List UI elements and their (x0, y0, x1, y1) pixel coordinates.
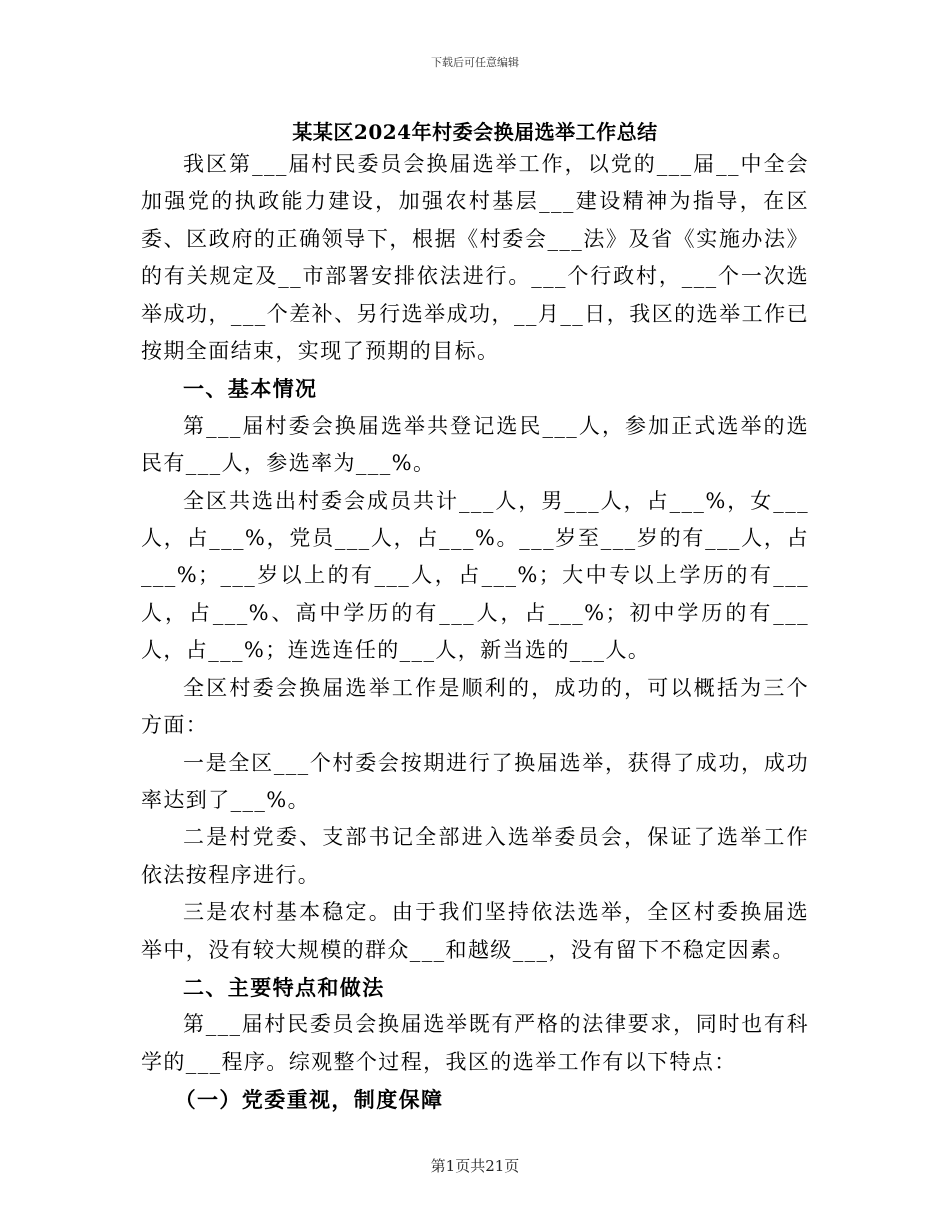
page-indicator: 第1页共21页 (430, 1157, 520, 1175)
intro-paragraph: 我区第___届村民委员会换届选举工作，以党的___届__中全会加强党的执政能力建设，加强农村基层___建设精神为指导，在区委、区政府的正确领导下，根据《村委会___法》及省《实施办法》的有关规定及__市部署安排依法进行。___个行政村，___个一次选举成功，___个差补、另行选举成功，__月__日，我区的选举工作已按期全面结束，实现了预期的目标。 (141, 152, 809, 364)
document-title: 某某区2024年村委会换届选举工作总结 (292, 120, 658, 144)
section-heading-features: 二、主要特点和做法 (183, 974, 385, 1000)
committee-members-paragraph: 全区共选出村委会成员共计___人，男___人，占___%，女___人，占___%，党员___人，占___%。___岁至___岁的有___人，占___%；___岁以上的有___人，占___%；大中专以上学历的有___人，占___%、高中学历的有___人，占___%；初中学历的有___人，占___%；连选连任的___人，新当选的___人。 (141, 488, 809, 663)
document-body (141, 146, 809, 1119)
point-one-paragraph: 一是全区___个村委会按期进行了换届选举，获得了成功，成功率达到了___%。 (141, 750, 809, 812)
features-intro-paragraph: 第___届村民委员会换届选举既有严格的法律要求，同时也有科学的___程序。综观整个过程，我区的选举工作有以下特点： (141, 1012, 809, 1074)
summary-paragraph: 全区村委会换届选举工作是顺利的，成功的，可以概括为三个方面： (141, 675, 809, 738)
header-note: 下载后可任意编辑 (431, 56, 519, 69)
point-three-paragraph: 三是农村基本稳定。由于我们坚持依法选举，全区村委换届选举中，没有较大规模的群众___和越级___，没有留下不稳定因素。 (141, 900, 809, 962)
subsection-heading-party-support: （一）党委重视，制度保障 (174, 1087, 444, 1113)
point-two-paragraph: 二是村党委、支部书记全部进入选举委员会，保证了选举工作依法按程序进行。 (141, 825, 809, 887)
voter-registration-paragraph: 第___届村委会换届选举共登记选民___人，参加正式选举的选民有___人，参选率为___%。 (141, 413, 809, 476)
section-heading-basic-situation: 一、基本情况 (183, 376, 318, 402)
